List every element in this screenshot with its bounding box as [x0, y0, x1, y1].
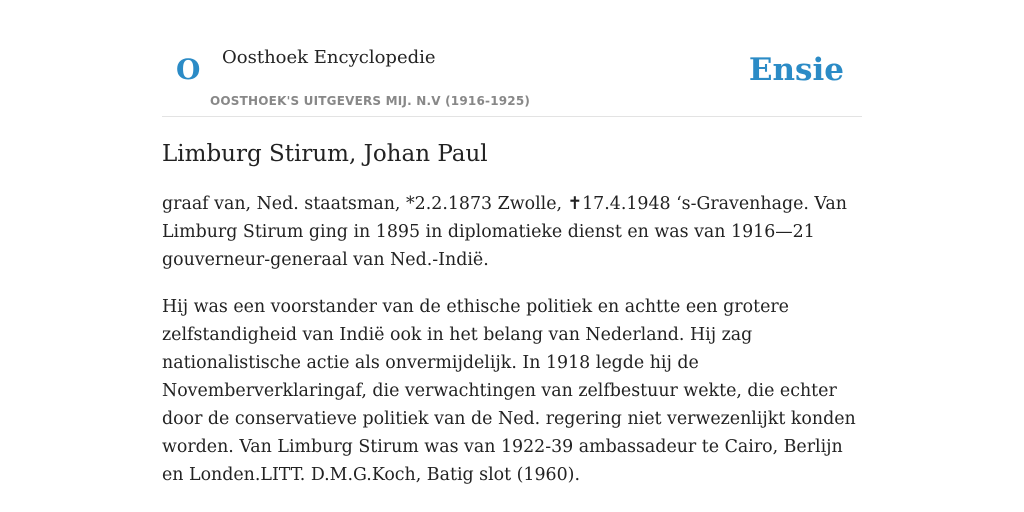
article-paragraph: Hij was een voorstander van de ethische politiek en achtte een grotere zelfstandigheid van Indië ook in het belang van Nederland. Hij zag nationalistische actie als onvermijdelijk. In 1918 legde hij de Novemberverklaringaf, die verwachtingen van zelfbestuur wekte, die echter door de conservatieve politiek van de Ned. regering niet verwezenlijkt konden worden. Van Limburg Stirum was van 1922-39 ambassadeur te Cairo, Berlijn en Londen.LITT. D.M.G.Koch, Batig slot (1960).: [162, 297, 856, 485]
article: [162, 136, 862, 489]
site-title[interactable]: Oosthoek Encyclopedie: [222, 47, 436, 68]
site-subtitle: OOSTHOEK'S UITGEVERS MIJ. N.V (1916-1925): [210, 94, 531, 108]
brand-link[interactable]: Ensie: [748, 52, 844, 88]
site-logo[interactable]: O: [176, 53, 201, 86]
article-title: Limburg Stirum, Johan Paul: [162, 141, 488, 167]
article-paragraph: graaf van, Ned. staatsman, *2.2.1873 Zwolle, ✝17.4.1948 ‘s-Gravenhage. Van Limburg Stirum ging in 1895 in diplomatieke dienst en was van 1916—21 gouverneur-generaal van Ned.-Indië.: [162, 194, 847, 270]
site-header: [162, 0, 862, 117]
